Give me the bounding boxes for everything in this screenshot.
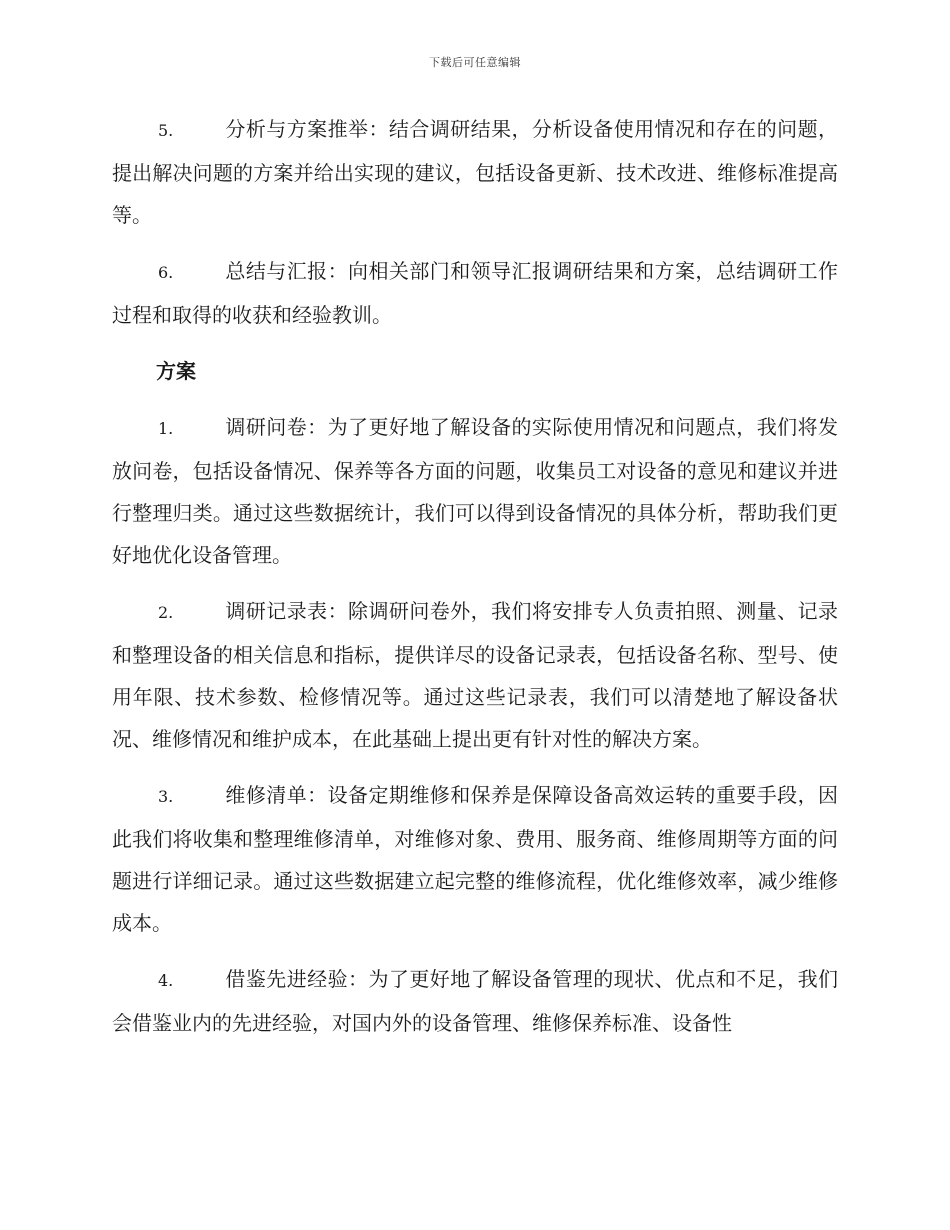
list-number: 3. [158,787,174,806]
section-heading: 方案 [156,359,196,383]
list-item-4 [112,958,838,1044]
list-item-text: 借鉴先进经验：为了更好地了解设备管理的现状、优点和不足，我们会借鉴业内的先进经验，对国内外的设备管理、维修保养标准、设备性 [112,967,838,1035]
document-body [112,108,838,1058]
list-number: 6. [158,263,174,282]
list-number: 2. [158,603,174,622]
list-item-text: 调研问卷：为了更好地了解设备的实际使用情况和问题点，我们将发放问卷，包括设备情况、保养等各方面的问题，收集员工对设备的意见和建议并进行整理归类。通过这些数据统计，我们可以得到设备情况的具体分析，帮助我们更好地优化设备管理。 [112,415,838,567]
list-item-text: 调研记录表：除调研问卷外，我们将安排专人负责拍照、测量、记录和整理设备的相关信息和指标，提供详尽的设备记录表，包括设备名称、型号、使用年限、技术参数、检修情况等。通过这些记录表，我们可以清楚地了解设备状况、维修情况和维护成本，在此基础上提出更有针对性的解决方案。 [112,599,838,751]
list-item-text: 总结与汇报：向相关部门和领导汇报调研结果和方案，总结调研工作过程和取得的收获和经验教训。 [112,259,838,327]
list-number: 4. [158,971,174,990]
list-item-3 [112,774,838,944]
list-item-1 [112,406,838,576]
list-item-6 [112,250,838,336]
list-item-text: 维修清单：设备定期维修和保养是保障设备高效运转的重要手段，因此我们将收集和整理维修清单，对维修对象、费用、服务商、维修周期等方面的问题进行详细记录。通过这些数据建立起完整的维修流程，优化维修效率，减少维修成本。 [112,783,838,935]
list-number: 5. [158,121,174,140]
page-header: 下载后可任意编辑 [429,56,521,69]
list-number: 1. [158,419,174,438]
list-item-5 [112,108,838,236]
list-item-text: 分析与方案推举：结合调研结果，分析设备使用情况和存在的问题，提出解决问题的方案并给出实现的建议，包括设备更新、技术改进、维修标准提高等。 [112,117,838,227]
list-item-2 [112,590,838,760]
